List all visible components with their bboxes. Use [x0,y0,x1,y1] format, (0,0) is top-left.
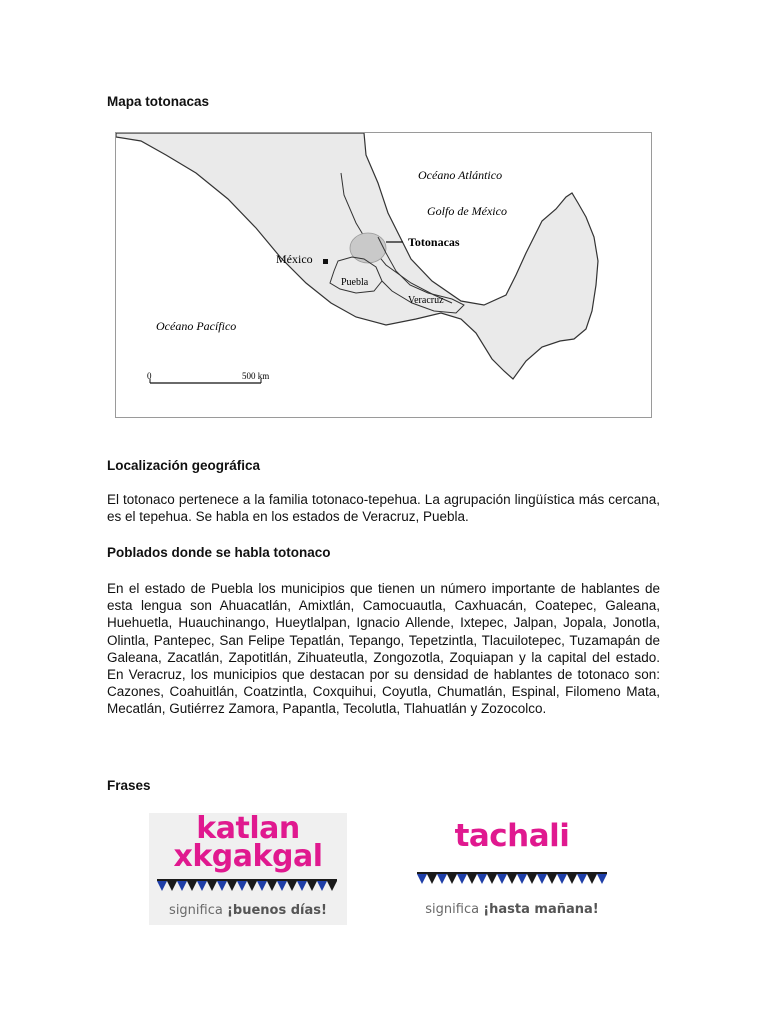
atlantic-label: Océano Atlántico [418,168,503,182]
pattern-triangle [307,881,317,891]
towns-heading: Poblados donde se habla totonaco [107,545,331,560]
pattern-triangle [477,874,487,884]
geo-heading: Localización geográfica [107,458,261,473]
pattern-triangle [247,881,257,891]
pattern-triangle [447,874,457,884]
totonacas-label: Totonacas [408,235,460,249]
phrase-translation: ¡hasta mañana! [483,902,599,917]
map-heading: Mapa totonacas [107,94,210,109]
phrase-meaning [149,903,347,918]
phrase-word-line2: xkgakgal [173,839,323,874]
phrase-meaning [413,902,611,917]
pattern-triangle [167,881,177,891]
totonacas-region [350,233,386,263]
pattern-triangle [567,874,577,884]
veracruz-label: Veracruz [408,295,444,306]
triangle-pattern [417,872,607,886]
scale-end-label: 500 km [242,371,270,381]
pattern-triangle [187,881,197,891]
pattern-triangle [467,874,477,884]
pattern-triangle [267,881,277,891]
pattern-triangle [197,881,207,891]
pattern-triangle [217,881,227,891]
towns-paragraph: En el estado de Puebla los municipios que tienen un número importante de hablantes de esta lengua son Ahuacatlán, Amixtlán, Camocuautla, Caxhuacán, Coatepec, Galeana, Huehuetla, Huauchinango, Hueytlalpan, Ignacio Allende, Ixtepec, Jalpan, Jopala, Jonotla, Olintla, Pantepec, San Felipe Tepatlán, Tepango, Tepetzintla, Tlacuilotepec, Tuzamapán de Galeana, Zacatlán, Zapotitlán, Zihuateutla, Zongozotla, Zoquiapan y la capital del estado. En Veracruz, los municipios que destacan por su densidad de hablantes de totonaco son: Cazones, Coahuitlán, Coatzintla, Coxquihui, Coyutla, Chumatlán, Espinal, Filomeno Mata, Mecatlán, Gutiérrez Zamora, Papantla, Tecolutla, Tlahuatlán y Zozocolco. [107,581,660,717]
pattern-triangle [517,874,527,884]
phrase-word-line1: katlan [196,811,300,846]
pattern-triangle [527,874,537,884]
phrase-prefix: significa [425,902,480,917]
pattern-triangle [207,881,217,891]
pattern-triangle [177,881,187,891]
puebla-label: Puebla [341,277,369,288]
scale-start-label: 0 [147,371,152,381]
pattern-triangle [157,881,167,891]
pacific-label: Océano Pacífico [156,319,237,333]
pattern-triangle [597,874,607,884]
mexico-city-marker [323,259,328,264]
pattern-triangle [417,874,427,884]
pattern-triangle [507,874,517,884]
pattern-triangle [277,881,287,891]
geo-paragraph: El totonaco pertenece a la familia totonaco-tepehua. La agrupación lingüística más cercana, es el tepehua. Se habla en los estados de Veracruz, Puebla. [107,492,660,525]
pattern-triangle [557,874,567,884]
pattern-triangle [457,874,467,884]
pattern-triangle [587,874,597,884]
pattern-triangle [297,881,307,891]
pattern-triangle [257,881,267,891]
pattern-triangle [577,874,587,884]
pattern-triangle [497,874,507,884]
phrase-word-line1: tachali [454,818,570,854]
pattern-triangle [287,881,297,891]
phrases-heading: Frases [107,778,151,793]
pattern-triangle [547,874,557,884]
pattern-triangle [437,874,447,884]
pattern-triangle [227,881,237,891]
phrase-prefix: significa [169,903,223,918]
pattern-triangle [537,874,547,884]
mexico-label: México [276,252,313,266]
pattern-triangle [317,881,327,891]
pattern-triangle [487,874,497,884]
totonacas-map [115,132,652,418]
phrase-translation: ¡buenos días! [226,903,327,918]
phrase-card-buenos-dias [149,813,347,925]
gulf-label: Golfo de México [427,204,507,218]
triangle-pattern [157,879,339,893]
pattern-triangle [427,874,437,884]
pattern-triangle [237,881,247,891]
phrase-card-hasta-manana [413,813,611,925]
pattern-triangle [327,881,337,891]
